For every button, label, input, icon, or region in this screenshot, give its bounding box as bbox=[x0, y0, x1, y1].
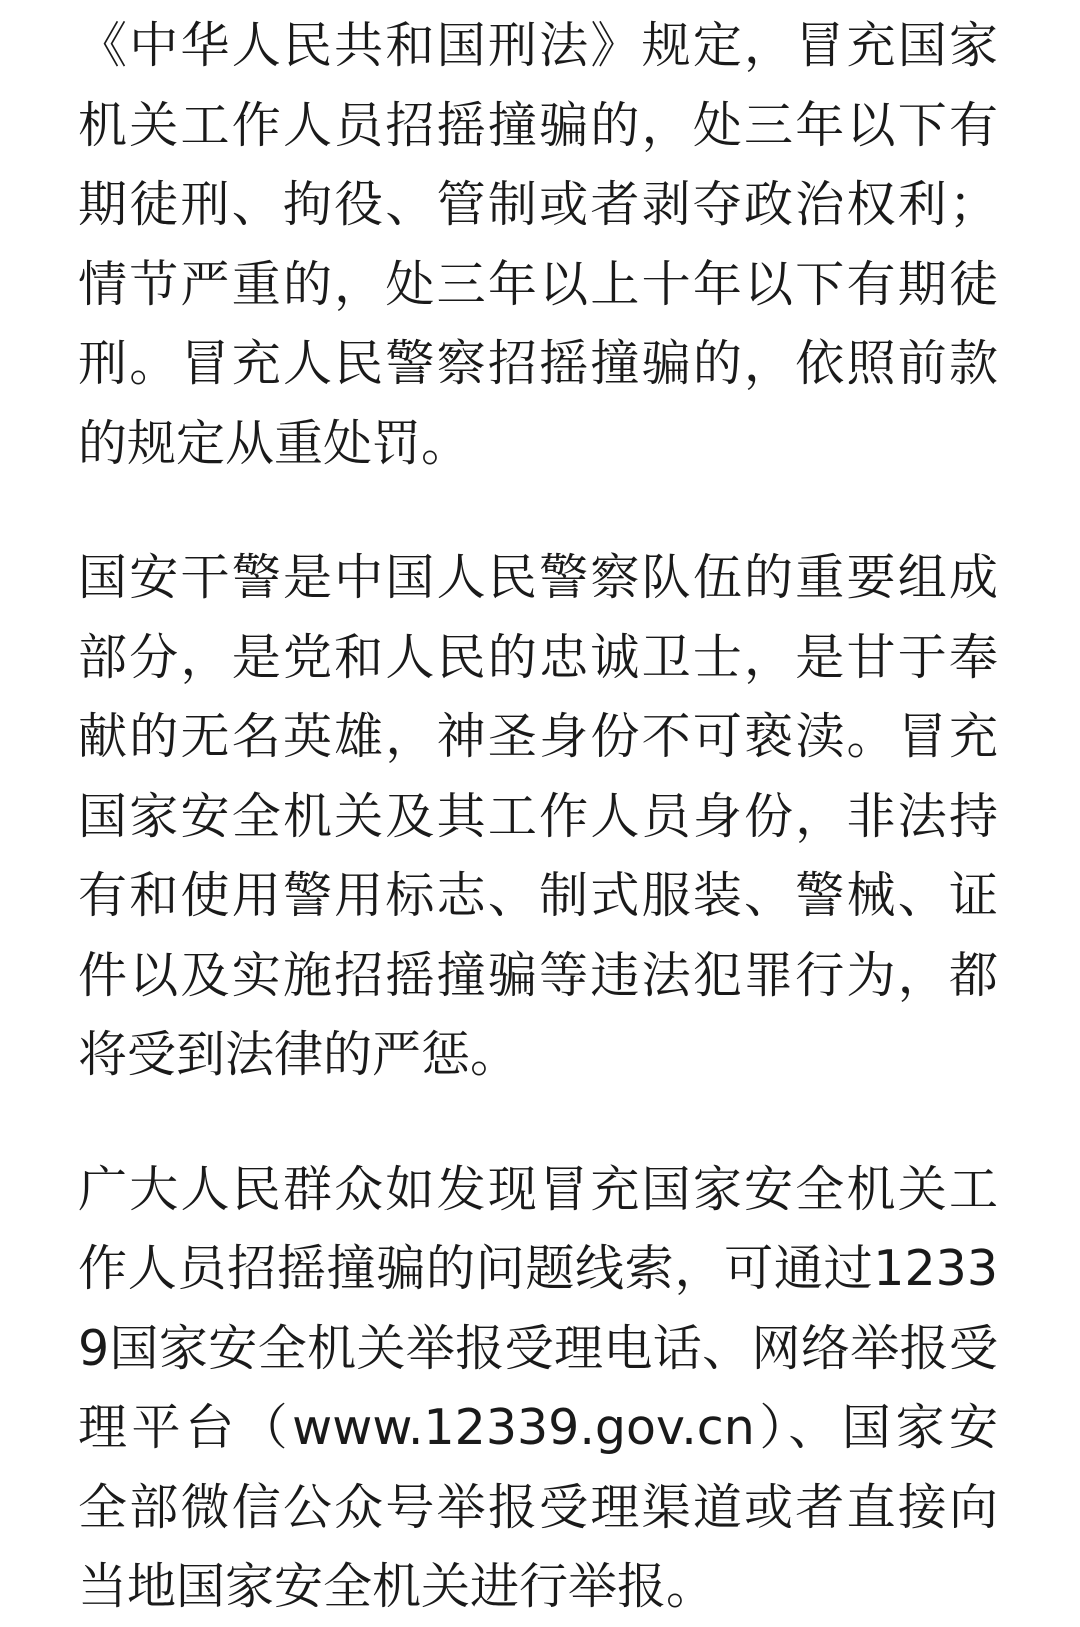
paragraph-state-security-police: 国安干警是中国人民警察队伍的重要组成部分，是党和人民的忠诚卫士，是甘于奉献的无名英雄，神圣身份不可亵渎。冒充国家安全机关及其工作人员身份，非法持有和使用警用标志、制式服装、警械、证件以及实施招摇撞骗等违法犯罪行为，都将受到法律的严惩。 bbox=[78, 549, 998, 1083]
paragraph-reporting-channels: 广大人民群众如发现冒充国家安全机关工作人员招摇撞骗的问题线索，可通过12339国家安全机关举报受理电话、网络举报受理平台（www.12339.gov.cn）、国家安全部微信公众号举报受理渠道或者直接向当地国家安全机关进行举报。 bbox=[78, 1160, 998, 1615]
article-body bbox=[78, 6, 998, 1627]
paragraph-criminal-law: 《中华人民共和国刑法》规定，冒充国家机关工作人员招摇撞骗的，处三年以下有期徒刑、拘役、管制或者剥夺政治权利；情节严重的，处三年以上十年以下有期徒刑。冒充人民警察招摇撞骗的，依照前款的规定从重处罚。 bbox=[78, 17, 998, 472]
